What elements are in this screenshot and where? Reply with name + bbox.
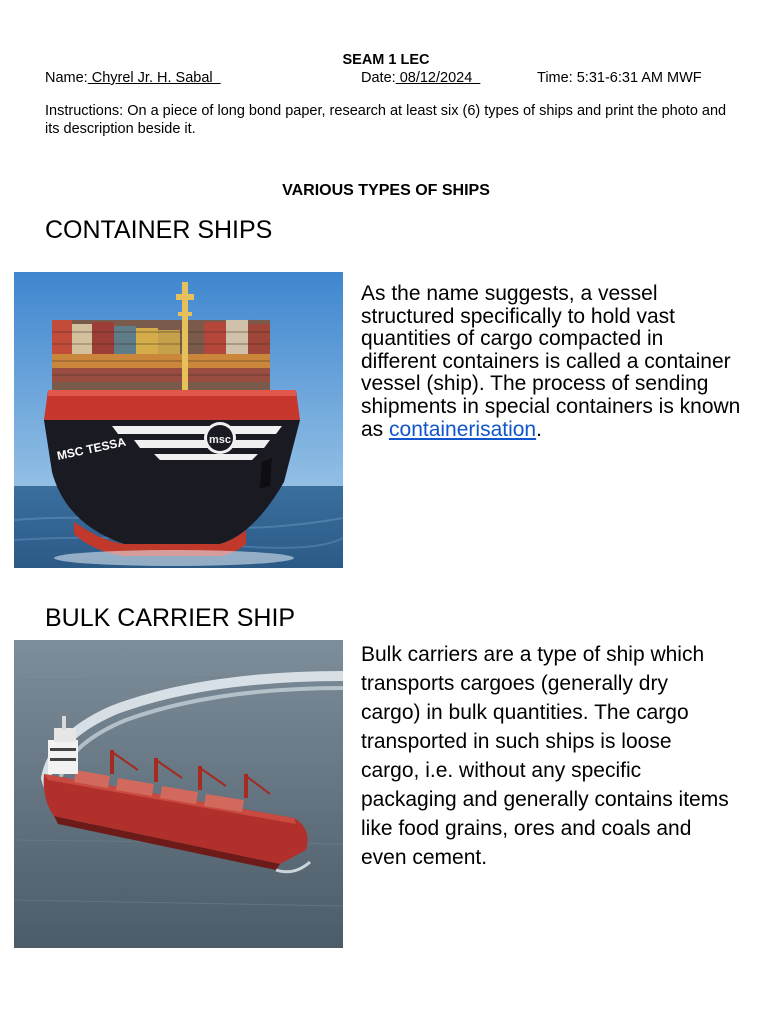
date-line: [361, 70, 480, 86]
course-code: SEAM 1 LEC: [342, 52, 430, 68]
funnel-logo-text: msc: [208, 434, 232, 446]
document-title: VARIOUS TYPES OF SHIPS: [282, 182, 490, 199]
containerisation-link[interactable]: containerisation: [389, 417, 537, 441]
ship-hull-name: MSC TESSA: [55, 434, 128, 463]
bulk-carrier-description: Bulk carriers are a type of ship which transports cargoes (generally dry cargo) in bulk quantities. The cargo transported in such ships is loose cargo, i.e. without any specific packaging and generally contains items like food grains, ores and coals and even cement.: [361, 643, 729, 869]
section-heading-container-ships: CONTAINER SHIPS: [45, 216, 273, 244]
name-line: [45, 70, 221, 86]
date-value: 08/12/2024: [395, 70, 481, 86]
bulk-carrier-photo: [14, 640, 343, 948]
container-ships-description: [361, 283, 741, 441]
schedule-time: Time: 5:31-6:31 AM MWF: [537, 70, 702, 86]
student-name: Chyrel Jr. H. Sabal: [87, 70, 221, 86]
container-ships-description-text: As the name suggests, a vessel structured specifically to hold vast quantities of cargo compacted in different containers is called a container vessel (ship). The process of sending shipments in special containers is known as: [361, 282, 741, 441]
section-heading-bulk-carrier: BULK CARRIER SHIP: [45, 604, 296, 632]
date-label: Date:: [361, 70, 396, 86]
instructions-text: Instructions: On a piece of long bond paper, research at least six (6) types of ships and print the photo and its description beside it.: [45, 103, 727, 137]
container-ship-photo: [14, 272, 343, 568]
description-period: .: [536, 417, 542, 441]
name-label: Name:: [45, 70, 88, 86]
